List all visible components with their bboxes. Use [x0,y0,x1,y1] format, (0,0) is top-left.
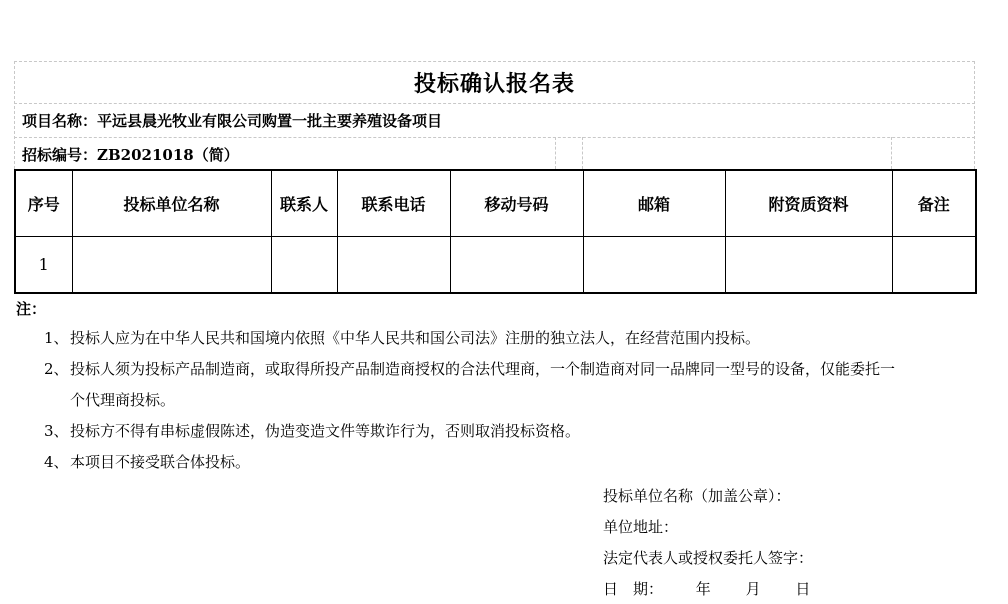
header-cell: 序号 [15,170,72,237]
note-number: 2、 [44,360,69,378]
header-cell: 附资质资料 [725,170,892,237]
header-cell: 邮箱 [583,170,725,237]
grid-line [555,137,556,169]
phone-cell[interactable] [337,237,450,294]
remark-cell[interactable] [892,237,976,294]
header-cell: 备注 [892,170,976,237]
project-name-line [22,110,442,131]
row-number-cell[interactable]: 1 [15,237,72,294]
note-text: 投标人须为投标产品制造商，或取得所投产品制造商授权的合法代理商，一个制造商对同一品牌同一型号的设备，仅能委托一 [70,360,896,378]
code-value: ZB2021018（简） [97,146,239,164]
project-label: 项目名称： [22,112,98,130]
note-text: 投标人应为在中华人民共和国境内依照《中华人民共和国公司法》注册的独立法人，在经营范围内投标。 [70,329,761,347]
form-title: 投标确认报名表 [413,70,575,97]
unit-name-cell[interactable] [72,237,271,294]
note-text: 本项目不接受联合体投标。 [70,453,251,471]
grid-line [14,103,975,104]
note-number: 4、 [44,453,69,471]
note-text-continued: 个代理商投标。 [70,391,176,409]
signature-address: 单位地址： [603,518,679,536]
note-item [44,447,954,478]
header-cell: 投标单位名称 [72,170,271,237]
table-header-row [15,170,976,237]
signature-date [603,578,810,599]
note-item [44,416,954,447]
tender-code-line [22,144,239,165]
grid-line [14,137,975,138]
signature-representative: 法定代表人或授权委托人签字： [603,549,814,567]
project-name: 平远县晨光牧业有限公司购置一批主要养殖设备项目 [97,112,443,130]
header-cell: 联系人 [271,170,337,237]
note-text: 投标方不得有串标虚假陈述，伪造变造文件等欺诈行为，否则取消投标资格。 [70,422,581,440]
date-label: 日 期： [603,580,664,598]
grid-line [582,137,583,169]
header-cell: 联系电话 [337,170,450,237]
email-cell[interactable] [583,237,725,294]
date-month: 月 [745,580,761,598]
registration-table [14,169,977,294]
qualification-cell[interactable] [725,237,892,294]
note-item [44,323,954,354]
signature-unit-name: 投标单位名称（加盖公章）： [603,487,791,505]
code-label: 招标编号： [22,146,98,164]
note-number: 1、 [44,329,69,347]
grid-line [891,137,892,169]
mobile-cell[interactable] [450,237,583,294]
notes-label: 注： [16,300,47,318]
note-number: 3、 [44,422,69,440]
date-year: 年 [695,580,711,598]
contact-cell[interactable] [271,237,337,294]
header-cell: 移动号码 [450,170,583,237]
date-day: 日 [795,580,811,598]
table-row [15,237,976,294]
note-item [44,354,954,416]
